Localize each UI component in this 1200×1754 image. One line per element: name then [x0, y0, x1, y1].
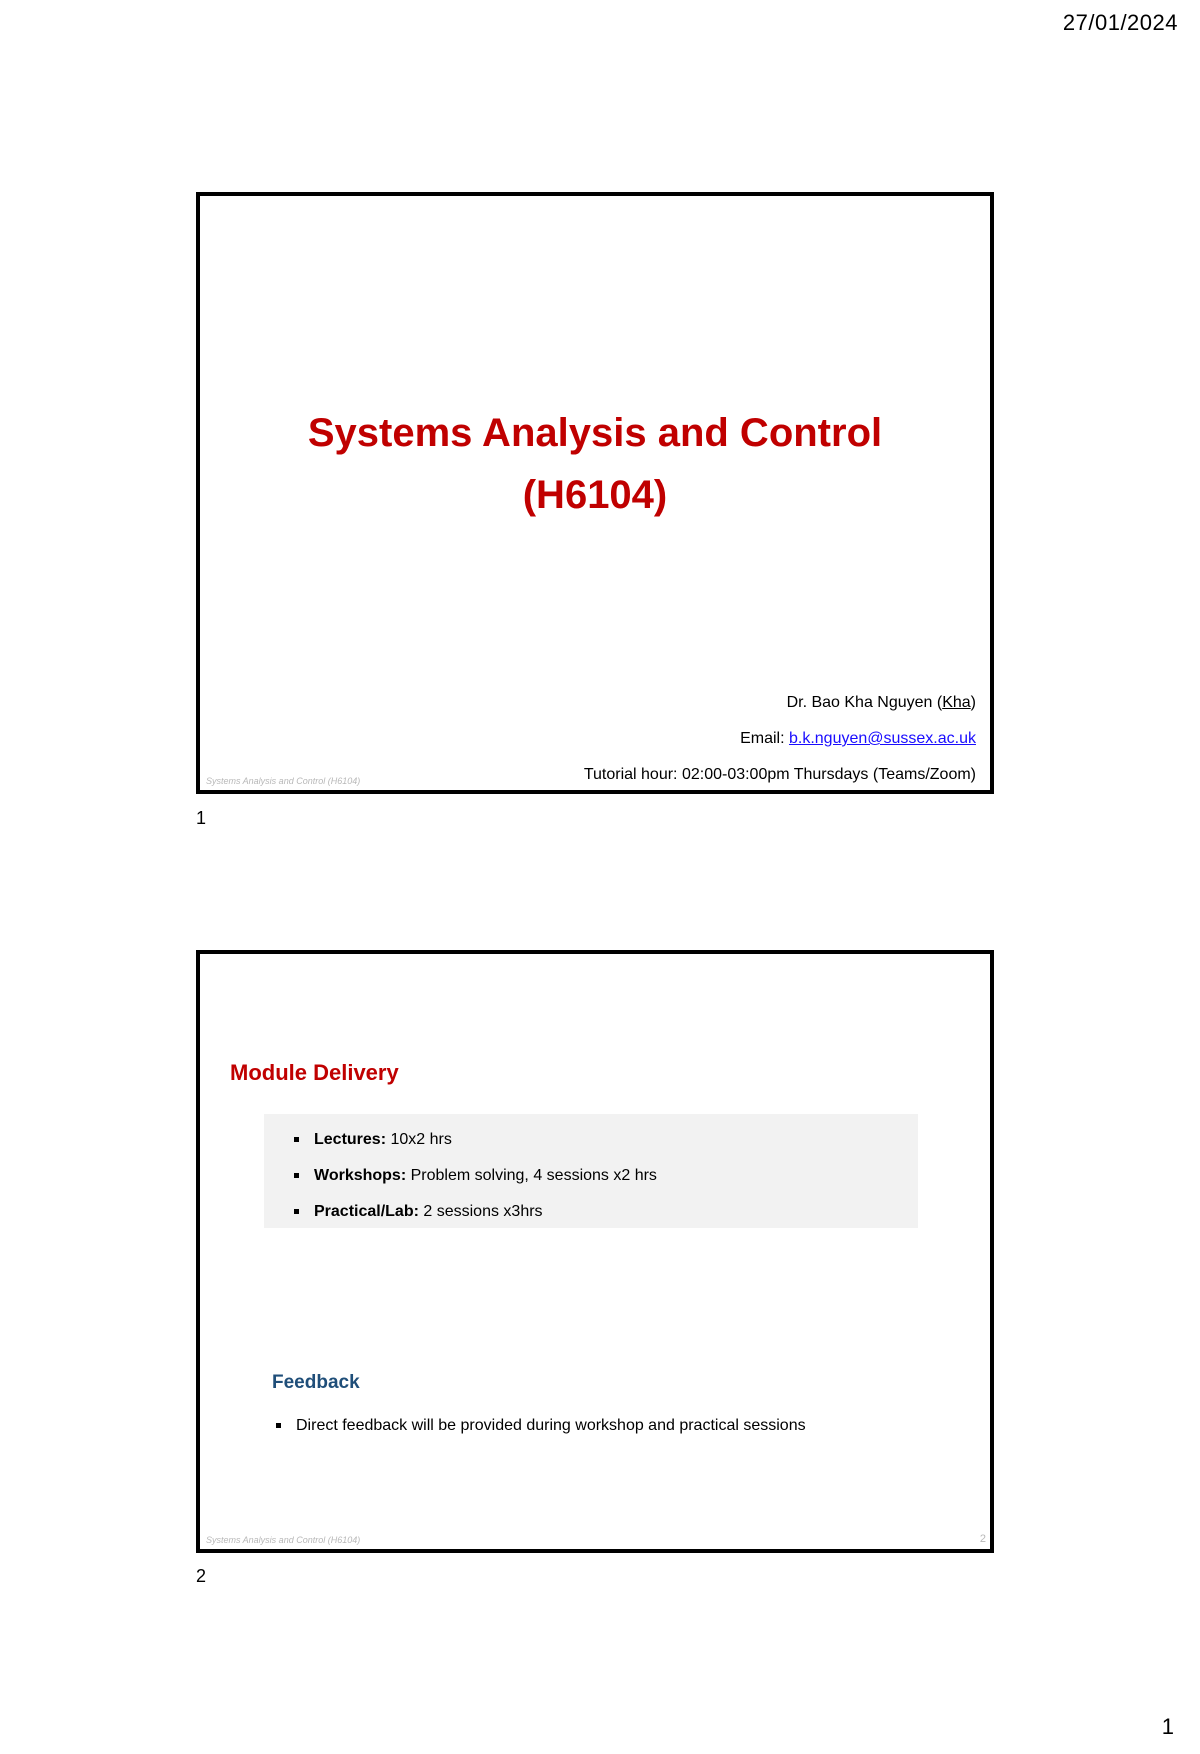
list-item-term: Lectures:: [314, 1131, 387, 1148]
slide-footer-course: Systems Analysis and Control (H6104): [206, 1535, 361, 1545]
email-link[interactable]: b.k.nguyen@sussex.ac.uk: [788, 730, 976, 747]
page-number: 1: [1161, 1714, 1174, 1739]
presenter-name: [787, 694, 976, 712]
module-delivery-list: [292, 1122, 657, 1230]
list-item-detail: Problem solving, 4 sessions x2 hrs: [406, 1167, 657, 1184]
presenter-name-prefix: Dr. Bao Kha Nguyen (: [786, 694, 943, 711]
slide-number-label: 1: [196, 808, 207, 828]
slide-footer-course: Systems Analysis and Control (H6104): [206, 776, 361, 786]
list-item-detail: 10x2 hrs: [386, 1131, 452, 1148]
title-line-1: Systems Analysis and Control: [307, 411, 883, 455]
slide-2: [196, 950, 994, 1553]
slide-1: [196, 192, 994, 794]
list-item: [292, 1194, 657, 1230]
email-label: Email:: [740, 730, 789, 747]
slide-footer-number: 2: [979, 1533, 986, 1545]
list-item: [292, 1158, 657, 1194]
feedback-heading: Feedback: [272, 1372, 360, 1393]
list-item: [292, 1122, 657, 1158]
module-delivery-heading: Module Delivery: [230, 1060, 399, 1085]
presenter-name-suffix: ): [970, 694, 976, 711]
list-item-term: Workshops:: [314, 1167, 407, 1184]
feedback-list: [274, 1408, 806, 1444]
page-date: 27/01/2024: [1062, 10, 1178, 35]
slide-number-label: 2: [196, 1566, 207, 1586]
list-item: Direct feedback will be provided during workshop and practical sessions: [274, 1408, 806, 1444]
presenter-email-line: [740, 730, 976, 748]
list-item-term: Practical/Lab:: [314, 1203, 419, 1220]
presenter-nickname: Kha: [942, 694, 971, 711]
title-line-2: (H6104): [522, 473, 668, 517]
slide-title: [200, 402, 990, 526]
list-item-detail: 2 sessions x3hrs: [418, 1203, 543, 1220]
tutorial-hours: Tutorial hour: 02:00-03:00pm Thursdays (Teams/Zoom): [583, 766, 976, 783]
module-delivery-box: [264, 1114, 918, 1228]
